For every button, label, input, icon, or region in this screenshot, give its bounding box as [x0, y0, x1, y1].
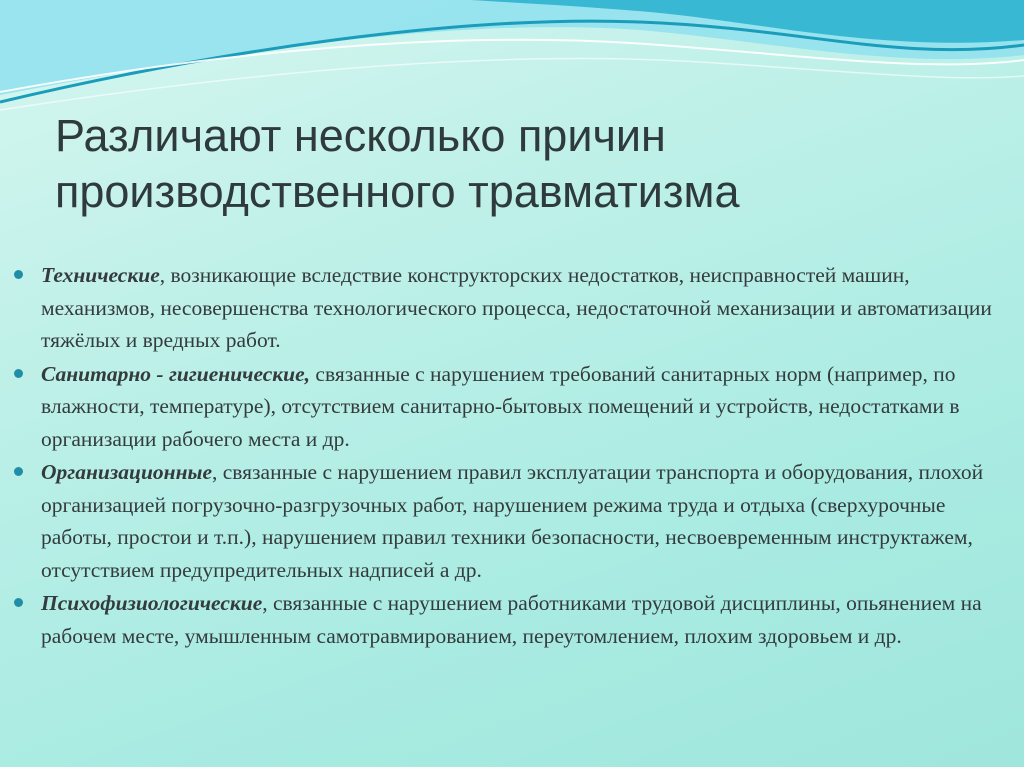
cause-item-technical	[12, 259, 1012, 357]
decorative-wave-banner	[0, 0, 1024, 120]
cause-description: связанные с нарушением требований санитарных норм (например, по влажности, температуре), отсутствием санитарно-бытовых помещений и устройств, недостатками в организации рабочего места и др.	[41, 361, 960, 451]
bullet-dot-icon	[14, 598, 23, 607]
cause-term: Организационные	[41, 460, 212, 484]
bullet-dot-icon	[14, 467, 23, 476]
cause-description: , возникающие вследствие конструкторских недостатков, неисправностей машин, механизмов, несовершенства технологического процесса, недостаточной механизации и автоматизации тяжёлых и вредных работ.	[41, 263, 992, 352]
cause-term: Психофизиологические	[41, 591, 263, 615]
cause-description: , связанные с нарушением правил эксплуатации транспорта и оборудования, плохой организацией погрузочно-разгрузочных работ, нарушением режима труда и отдыха (сверхурочные работы, простои и т.п.), нарушением правил техники безопасности, несвоевременным инструктажем, отсутствием предупредительных надписей а др.	[41, 460, 984, 582]
cause-term: Санитарно - гигиенические,	[41, 361, 311, 386]
slide-title-line-2: производственного травматизма	[55, 166, 740, 217]
cause-item-sanitary	[12, 358, 1012, 456]
causes-list	[12, 259, 1012, 653]
slide-title	[55, 108, 955, 220]
cause-description: , связанные с нарушением работниками трудовой дисциплины, опьянением на рабочем месте, умышленным самотравмированием, переутомлением, плохим здоровьем и др.	[41, 591, 982, 648]
slide-title-line-1: Различают несколько причин	[55, 110, 666, 161]
cause-item-psychophysiological	[12, 587, 1012, 652]
cause-item-organizational	[12, 456, 1012, 586]
bullet-dot-icon	[14, 270, 23, 279]
cause-term: Технические	[41, 263, 160, 287]
bullet-dot-icon	[14, 369, 23, 378]
